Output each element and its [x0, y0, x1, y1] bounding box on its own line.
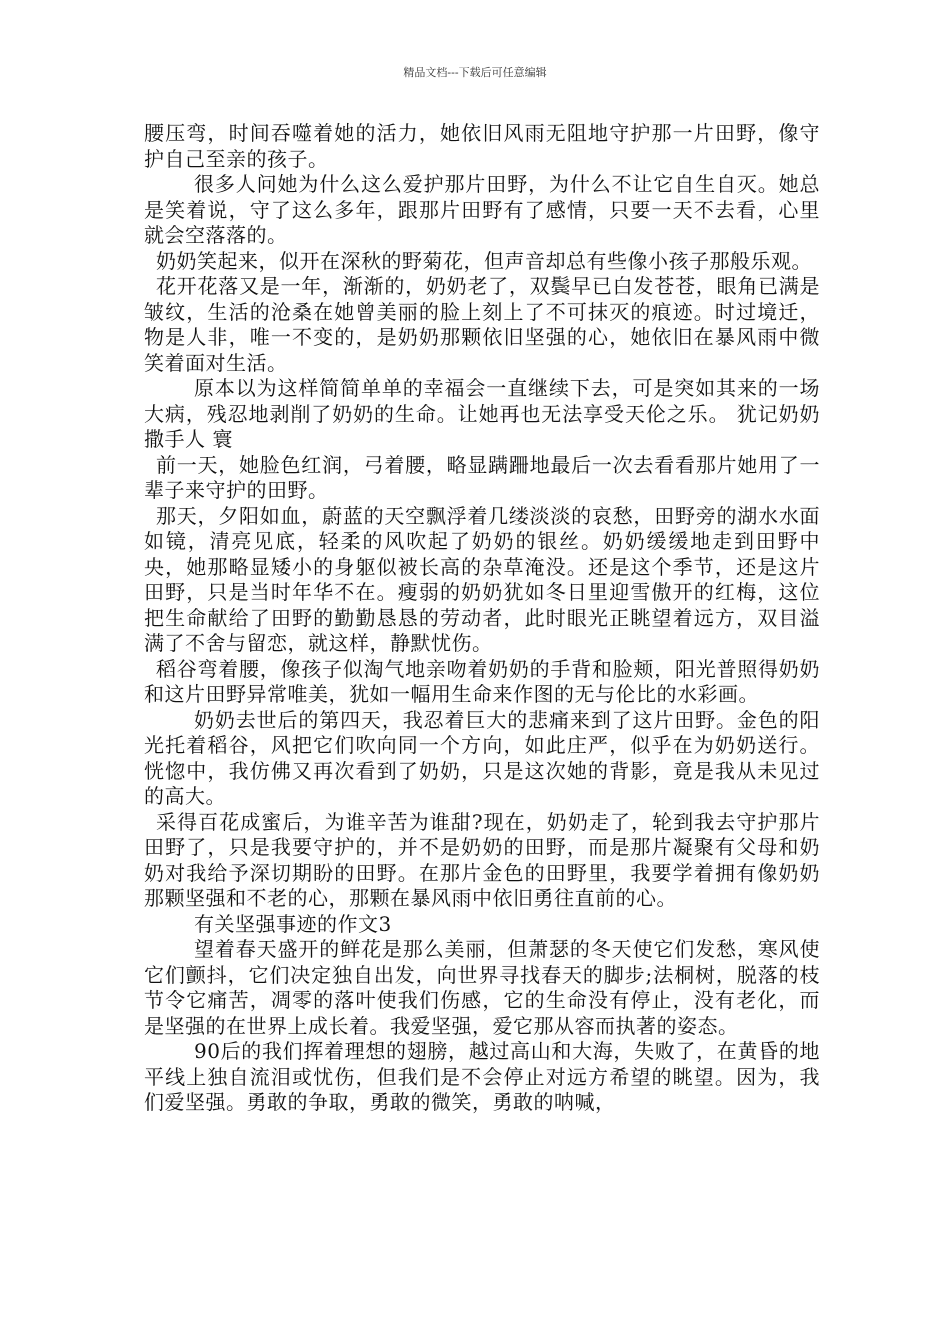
paragraph: 90后的我们挥着理想的翅膀，越过高山和大海，失败了，在黄昏的地平线上独自流泪或忧伤，但我们是不会停止对远方希望的眺望。因为，我们爱坚强。勇敢的争取，勇敢的微笑，勇敢的呐喊， [144, 1039, 820, 1114]
paragraph: 那天，夕阳如血，蔚蓝的天空飘浮着几缕淡淡的哀愁，田野旁的湖水水面如镜，清亮见底，轻柔的风吹起了奶奶的银丝。奶奶缓缓地走到田野中央，她那略显矮小的身躯似被长高的杂草淹没。还是这个季节，还是这片田野，只是当时年华不在。瘦弱的奶奶犹如冬日里迎雪傲开的红梅，这位把生命献给了田野的勤勤恳恳的劳动者，此时眼光正眺望着远方，双目溢满了不舍与留恋，就这样，静默忧伤。 [144, 503, 820, 655]
paragraph: 稻谷弯着腰，像孩子似淘气地亲吻着奶奶的手背和脸颊，阳光普照得奶奶和这片田野异常唯美，犹如一幅用生命来作图的无与伦比的水彩画。 [144, 656, 820, 706]
paragraph: 腰压弯，时间吞噬着她的活力，她依旧风雨无阻地守护那一片田野，像守护自己至亲的孩子。 [144, 121, 820, 171]
paragraph: 采得百花成蜜后，为谁辛苦为谁甜?现在，奶奶走了，轮到我去守护那片田野了，只是我要守护的，并不是奶奶的田野，而是那片凝聚有父母和奶奶对我给予深切期盼的田野。在那片金色的田野里，我要学着拥有像奶奶那颗坚强和不老的心，那颗在暴风雨中依旧勇往直前的心。 [144, 809, 820, 910]
paragraph: 望着春天盛开的鲜花是那么美丽，但萧瑟的冬天使它们发愁，寒风使它们颤抖，它们决定独自出发，向世界寻找春天的脚步;法桐树，脱落的枝节令它痛苦，凋零的落叶使我们伤感，它的生命没有停止，没有老化，而是坚强的在世界上成长着。我爱坚强，爱它那从容而执著的姿态。 [144, 937, 820, 1038]
paragraph: 原本以为这样简简单单的幸福会一直继续下去，可是突如其来的一场大病，残忍地剥削了奶奶的生命。让她再也无法享受天伦之乐。 犹记奶奶撒手人 寰 [144, 376, 820, 451]
document-body [144, 121, 820, 1116]
paragraph: 奶奶去世后的第四天，我忍着巨大的悲痛来到了这片田野。金色的阳光托着稻谷，风把它们吹向同一个方向，如此庄严，似乎在为奶奶送行。恍惚中，我仿佛又再次看到了奶奶，只是这次她的背影，竟是我从未见过的高大。 [144, 707, 820, 808]
paragraph: 奶奶笑起来，似开在深秋的野菊花，但声音却总有些像小孩子那般乐观。 [156, 248, 812, 273]
paragraph: 前一天，她脸色红润，弓着腰，略显蹒跚地最后一次去看看那片她用了一辈子来守护的田野。 [144, 452, 820, 502]
paragraph: 花开花落又是一年，渐渐的，奶奶老了，双鬓早已白发苍苍，眼角已满是皱纹，生活的沧桑在她曾美丽的脸上刻上了不可抹灭的痕迹。时过境迁，物是人非，唯一不变的，是奶奶那颗依旧坚强的心，她依旧在暴风雨中微笑着面对生活。 [144, 274, 820, 375]
paragraph: 很多人问她为什么这么爱护那片田野，为什么不让它自生自灭。她总是笑着说，守了这么多年，跟那片田野有了感情，只要一天不去看，心里就会空落落的。 [144, 172, 820, 247]
section-heading: 有关坚强事迹的作文3 [194, 911, 392, 936]
page-header: 精品文档---下载后可任意编辑 [403, 66, 547, 79]
